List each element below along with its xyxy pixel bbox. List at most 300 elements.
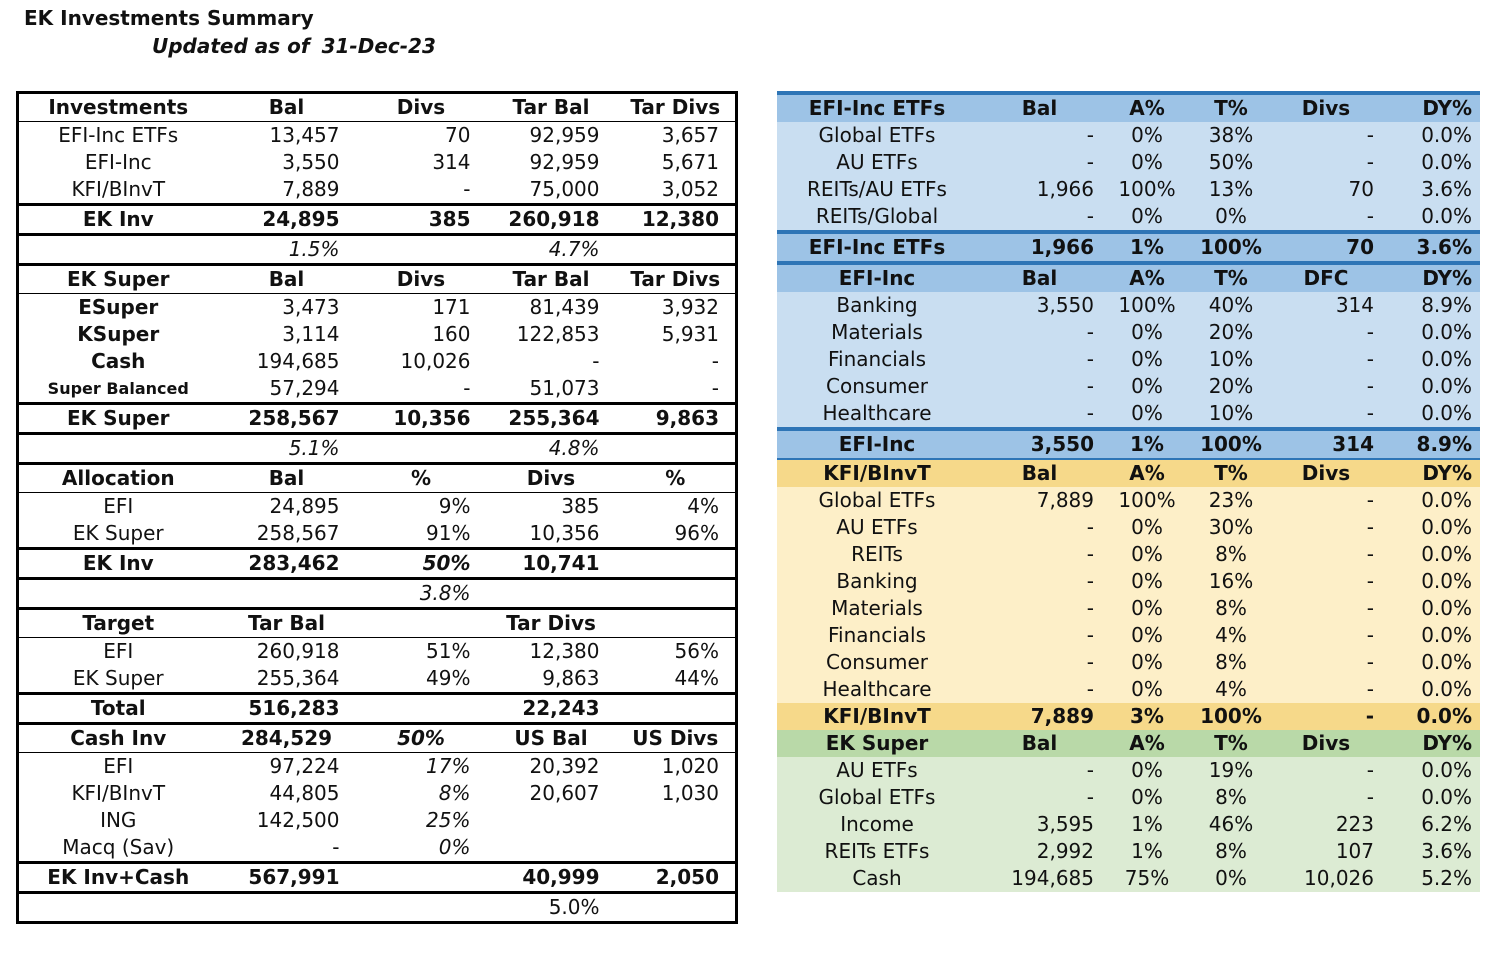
summary-cell: 75,000 — [529, 177, 600, 201]
breakdown-cell: - — [977, 203, 1102, 232]
breakdown-cell: DY% — [1382, 730, 1480, 757]
breakdown-row — [777, 541, 1480, 568]
summary-row — [18, 464, 737, 493]
summary-row — [18, 149, 737, 176]
breakdown-cell: A% — [1102, 459, 1192, 487]
summary-row — [18, 609, 737, 638]
summary-cell: Divs — [356, 265, 487, 294]
breakdown-cell: 16% — [1192, 568, 1270, 595]
breakdown-cell: - — [977, 400, 1102, 429]
breakdown-cell: - — [1270, 703, 1382, 730]
summary-cell — [487, 807, 616, 834]
breakdown-cell: 100% — [1192, 429, 1270, 459]
summary-cell: Cash Inv — [18, 724, 218, 753]
breakdown-cell: - — [1270, 400, 1382, 429]
summary-cell — [218, 893, 356, 923]
summary-cell: 12,380 — [529, 639, 600, 663]
breakdown-cell: 0.0% — [1382, 400, 1480, 429]
summary-cell: EK Inv — [18, 549, 218, 579]
breakdown-cell: 10% — [1192, 346, 1270, 373]
breakdown-cell: 314 — [1270, 429, 1382, 459]
breakdown-cell: 0% — [1102, 784, 1192, 811]
breakdown-cell: 314 — [1270, 292, 1382, 319]
summary-cell: 25% — [426, 808, 471, 832]
breakdown-cell: - — [977, 676, 1102, 703]
summary-row — [18, 893, 737, 923]
breakdown-cell: 100% — [1192, 703, 1270, 730]
summary-row — [18, 665, 737, 694]
breakdown-cell: 0% — [1102, 203, 1192, 232]
breakdown-row — [777, 730, 1480, 757]
breakdown-cell: 1% — [1102, 838, 1192, 865]
breakdown-cell: Banking — [777, 292, 977, 319]
summary-cell: 3.8% — [419, 581, 471, 605]
summary-cell: % — [356, 464, 487, 493]
breakdown-cell: - — [1270, 622, 1382, 649]
summary-cell — [18, 579, 218, 609]
breakdown-cell: 0% — [1102, 319, 1192, 346]
summary-cell: 51,073 — [529, 376, 600, 400]
breakdown-row — [777, 232, 1480, 263]
summary-cell: EFI — [103, 754, 134, 778]
breakdown-cell: DY% — [1382, 459, 1480, 487]
breakdown-cell: 75% — [1102, 865, 1192, 892]
summary-cell: Macq (Sav) — [62, 835, 175, 859]
breakdown-cell: - — [977, 122, 1102, 149]
summary-cell: 8% — [438, 781, 471, 805]
summary-row — [18, 93, 737, 122]
breakdown-cell: 1% — [1102, 232, 1192, 263]
breakdown-cell: Divs — [1270, 730, 1382, 757]
updated-label: Updated as of — [152, 34, 310, 58]
summary-cell: 7,889 — [282, 177, 340, 201]
summary-row — [18, 348, 737, 375]
breakdown-cell: 100% — [1102, 176, 1192, 203]
summary-cell — [487, 834, 616, 863]
summary-cell: 5,931 — [661, 322, 719, 346]
breakdown-cell: Income — [777, 811, 977, 838]
summary-cell: 20,392 — [529, 754, 600, 778]
breakdown-cell: REITs/AU ETFs — [777, 176, 977, 203]
summary-cell: 57,294 — [269, 376, 340, 400]
breakdown-cell: Consumer — [777, 649, 977, 676]
breakdown-cell: 8% — [1192, 649, 1270, 676]
summary-cell: 40,999 — [487, 863, 616, 893]
summary-cell: EFI-Inc — [84, 150, 152, 174]
breakdown-cell: REITs/Global — [777, 203, 977, 232]
breakdown-cell: 50% — [1192, 149, 1270, 176]
breakdown-cell: 0% — [1102, 649, 1192, 676]
summary-cell: 91% — [426, 521, 471, 545]
summary-cell: 3,473 — [282, 295, 340, 319]
summary-cell: 44,805 — [269, 781, 340, 805]
breakdown-row — [777, 122, 1480, 149]
breakdown-cell: - — [1270, 149, 1382, 176]
summary-cell: Bal — [218, 265, 356, 294]
breakdown-cell: - — [1270, 676, 1382, 703]
breakdown-cell: Materials — [777, 319, 977, 346]
summary-cell: 20,607 — [529, 781, 600, 805]
breakdown-row — [777, 865, 1480, 892]
breakdown-cell: EFI-Inc — [777, 263, 977, 292]
summary-cell — [18, 893, 218, 923]
summary-cell: 3,114 — [282, 322, 340, 346]
breakdown-cell: 0% — [1102, 122, 1192, 149]
breakdown-cell: Global ETFs — [777, 487, 977, 514]
summary-cell: Allocation — [18, 464, 218, 493]
summary-cell: - — [463, 177, 471, 201]
summary-cell — [616, 834, 737, 863]
breakdown-cell: 100% — [1192, 232, 1270, 263]
summary-cell: EFI — [103, 494, 134, 518]
summary-cell: Cash — [91, 349, 146, 373]
summary-cell — [616, 893, 737, 923]
summary-cell — [616, 579, 737, 609]
summary-cell — [616, 609, 737, 638]
breakdown-cell: KFI/BInvT — [777, 459, 977, 487]
summary-cell: 51% — [426, 639, 471, 663]
breakdown-cell: T% — [1192, 263, 1270, 292]
summary-cell — [218, 579, 356, 609]
breakdown-cell: - — [1270, 568, 1382, 595]
summary-cell: 70 — [445, 123, 471, 147]
breakdown-cell: T% — [1192, 459, 1270, 487]
summary-cell: 4.7% — [548, 237, 600, 261]
breakdown-cell: 20% — [1192, 373, 1270, 400]
breakdown-cell: 0.0% — [1382, 203, 1480, 232]
breakdown-row — [777, 263, 1480, 292]
breakdown-cell: 0.0% — [1382, 373, 1480, 400]
breakdown-cell: Bal — [977, 730, 1102, 757]
breakdown-cell: 0.0% — [1382, 757, 1480, 784]
breakdown-cell: 0% — [1102, 400, 1192, 429]
breakdown-cell: 0.0% — [1382, 595, 1480, 622]
breakdown-row — [777, 149, 1480, 176]
summary-cell: 3,550 — [282, 150, 340, 174]
breakdown-cell: - — [1270, 784, 1382, 811]
breakdown-cell: - — [977, 149, 1102, 176]
summary-cell: 96% — [674, 521, 719, 545]
breakdown-row — [777, 400, 1480, 429]
summary-cell: - — [711, 349, 719, 373]
summary-row — [18, 834, 737, 863]
breakdown-cell: Banking — [777, 568, 977, 595]
breakdown-row — [777, 838, 1480, 865]
summary-row — [18, 375, 737, 404]
summary-cell: 5.1% — [288, 436, 340, 460]
summary-cell: EK Super — [72, 666, 164, 690]
breakdown-cell: 7,889 — [977, 703, 1102, 730]
breakdown-cell: Global ETFs — [777, 784, 977, 811]
summary-cell: EFI — [103, 639, 134, 663]
updated-date: 31-Dec-23 — [321, 34, 436, 58]
summary-row — [18, 235, 737, 265]
breakdown-cell: A% — [1102, 263, 1192, 292]
summary-cell: KFI/BInvT — [71, 177, 166, 201]
breakdown-cell: 8% — [1192, 838, 1270, 865]
summary-cell: 44% — [674, 666, 719, 690]
summary-row — [18, 205, 737, 235]
breakdown-cell: 0% — [1102, 373, 1192, 400]
summary-cell: 10,356 — [356, 404, 487, 434]
summary-cell: 171 — [432, 295, 471, 319]
summary-cell: 516,283 — [218, 694, 356, 724]
summary-cell: 142,500 — [256, 808, 340, 832]
summary-cell: EK Inv — [18, 205, 218, 235]
summary-cell: 2,050 — [616, 863, 737, 893]
summary-cell: 50% — [356, 724, 487, 753]
summary-cell: 10,026 — [400, 349, 471, 373]
breakdown-cell: - — [1270, 319, 1382, 346]
summary-row — [18, 863, 737, 893]
breakdown-cell: AU ETFs — [777, 149, 977, 176]
breakdown-cell: 0% — [1192, 865, 1270, 892]
summary-row — [18, 122, 737, 150]
summary-cell: 81,439 — [529, 295, 600, 319]
summary-cell: 258,567 — [218, 404, 356, 434]
breakdown-cell: 3.6% — [1382, 838, 1480, 865]
summary-row — [18, 807, 737, 834]
breakdown-cell: Divs — [1270, 93, 1382, 122]
summary-row — [18, 753, 737, 781]
breakdown-row — [777, 487, 1480, 514]
summary-cell: - — [592, 349, 600, 373]
breakdown-cell: 100% — [1102, 292, 1192, 319]
summary-cell — [616, 807, 737, 834]
breakdown-cell: DFC — [1270, 263, 1382, 292]
breakdown-cell: 20% — [1192, 319, 1270, 346]
summary-cell: 24,895 — [218, 205, 356, 235]
summary-cell: 13,457 — [269, 123, 340, 147]
summary-cell: 260,918 — [487, 205, 616, 235]
summary-row — [18, 176, 737, 205]
breakdown-cell: Financials — [777, 622, 977, 649]
breakdown-cell: 3,595 — [977, 811, 1102, 838]
summary-cell: KFI/BInvT — [71, 781, 166, 805]
breakdown-cell: Divs — [1270, 459, 1382, 487]
breakdown-cell: 3% — [1102, 703, 1192, 730]
summary-row — [18, 404, 737, 434]
summary-cell — [18, 434, 218, 464]
breakdown-cell: 8% — [1192, 541, 1270, 568]
breakdown-row — [777, 346, 1480, 373]
summary-cell: 0% — [438, 835, 471, 859]
breakdown-cell: 10% — [1192, 400, 1270, 429]
breakdown-cell: 0.0% — [1382, 703, 1480, 730]
breakdown-cell: REITs — [777, 541, 977, 568]
summary-cell: 385 — [561, 494, 600, 518]
breakdown-row — [777, 203, 1480, 232]
breakdown-row — [777, 373, 1480, 400]
breakdown-cell: 8% — [1192, 595, 1270, 622]
breakdown-cell: 1,966 — [977, 176, 1102, 203]
summary-cell: 258,567 — [256, 521, 340, 545]
breakdown-row — [777, 514, 1480, 541]
breakdown-cell: 3.6% — [1382, 176, 1480, 203]
summary-cell: 92,959 — [529, 150, 600, 174]
summary-cell: 160 — [432, 322, 471, 346]
breakdown-cell: 0.0% — [1382, 487, 1480, 514]
breakdown-cell: - — [977, 346, 1102, 373]
breakdown-cell: Consumer — [777, 373, 977, 400]
summary-cell: ESuper — [78, 295, 159, 319]
summary-cell: 9,863 — [542, 666, 600, 690]
summary-cell: 50% — [356, 549, 487, 579]
summary-cell: 12,380 — [616, 205, 737, 235]
breakdown-row — [777, 319, 1480, 346]
breakdown-cell: Financials — [777, 346, 977, 373]
breakdown-cell: 1,966 — [977, 232, 1102, 263]
breakdown-cell: Healthcare — [777, 676, 977, 703]
summary-cell: KSuper — [77, 322, 160, 346]
breakdown-cell: 0% — [1102, 568, 1192, 595]
summary-cell: EK Inv+Cash — [18, 863, 218, 893]
breakdown-cell: 40% — [1192, 292, 1270, 319]
breakdown-cell: 0% — [1102, 757, 1192, 784]
breakdown-cell: 3,550 — [977, 292, 1102, 319]
breakdown-cell: 0.0% — [1382, 122, 1480, 149]
summary-row — [18, 549, 737, 579]
breakdown-cell: - — [1270, 203, 1382, 232]
summary-cell: Tar Bal — [487, 93, 616, 122]
summary-cell: Tar Bal — [487, 265, 616, 294]
breakdown-row — [777, 703, 1480, 730]
summary-cell: 3,052 — [661, 177, 719, 201]
breakdown-row — [777, 429, 1480, 459]
summary-cell — [616, 549, 737, 579]
summary-cell: Total — [18, 694, 218, 724]
breakdown-cell: DY% — [1382, 93, 1480, 122]
summary-cell: 284,529 — [218, 724, 356, 753]
breakdown-cell: - — [977, 373, 1102, 400]
breakdown-row — [777, 93, 1480, 122]
breakdown-cell: 0.0% — [1382, 649, 1480, 676]
summary-cell — [356, 694, 487, 724]
breakdown-cell: - — [977, 622, 1102, 649]
breakdown-cell: - — [977, 757, 1102, 784]
breakdown-cell: 7,889 — [977, 487, 1102, 514]
breakdown-cell: - — [977, 568, 1102, 595]
summary-cell: 9,863 — [616, 404, 737, 434]
breakdown-cell: 30% — [1192, 514, 1270, 541]
breakdown-cell: 10,026 — [1270, 865, 1382, 892]
breakdown-cell: 70 — [1270, 176, 1382, 203]
summary-cell — [487, 579, 616, 609]
summary-cell: 92,959 — [529, 123, 600, 147]
breakdown-cell: 194,685 — [977, 865, 1102, 892]
summary-row — [18, 724, 737, 753]
breakdown-cell: EFI-Inc — [777, 429, 977, 459]
breakdown-cell: 19% — [1192, 757, 1270, 784]
breakdown-cell: Cash — [777, 865, 977, 892]
breakdown-cell: 0.0% — [1382, 541, 1480, 568]
breakdown-cell: 0.0% — [1382, 622, 1480, 649]
breakdown-cell: Materials — [777, 595, 977, 622]
breakdown-cell: - — [977, 514, 1102, 541]
breakdown-cell: 8.9% — [1382, 429, 1480, 459]
summary-cell: EK Super — [18, 404, 218, 434]
updated-line — [152, 34, 448, 58]
breakdown-row — [777, 649, 1480, 676]
breakdown-cell: 38% — [1192, 122, 1270, 149]
breakdown-cell: 223 — [1270, 811, 1382, 838]
breakdown-cell: 0% — [1102, 622, 1192, 649]
summary-cell: Tar Divs — [487, 609, 616, 638]
breakdown-row — [777, 757, 1480, 784]
summary-row — [18, 294, 737, 322]
breakdown-cell: 8.9% — [1382, 292, 1480, 319]
summary-cell: Target — [18, 609, 218, 638]
breakdown-cell: EK Super — [777, 730, 977, 757]
breakdown-cell: 0.0% — [1382, 676, 1480, 703]
summary-row — [18, 579, 737, 609]
summary-cell: Investments — [18, 93, 218, 122]
summary-cell: Bal — [218, 464, 356, 493]
summary-cell: 97,224 — [269, 754, 340, 778]
breakdown-cell: 46% — [1192, 811, 1270, 838]
breakdown-cell: - — [1270, 373, 1382, 400]
breakdown-row — [777, 784, 1480, 811]
summary-cell: 314 — [432, 150, 471, 174]
summary-cell: Super Balanced — [47, 379, 189, 398]
summary-cell — [18, 235, 218, 265]
summary-cell: 49% — [426, 666, 471, 690]
summary-cell: 3,932 — [661, 295, 719, 319]
breakdown-row — [777, 176, 1480, 203]
breakdown-cell: 107 — [1270, 838, 1382, 865]
breakdown-cell: - — [977, 595, 1102, 622]
breakdown-cell: EFI-Inc ETFs — [777, 232, 977, 263]
breakdown-cell: Bal — [977, 93, 1102, 122]
breakdown-cell: - — [1270, 514, 1382, 541]
summary-cell: 17% — [426, 754, 471, 778]
summary-cell — [616, 694, 737, 724]
summary-cell — [356, 609, 487, 638]
summary-row — [18, 780, 737, 807]
summary-cell: EK Super — [18, 265, 218, 294]
summary-cell: 1,020 — [661, 754, 719, 778]
summary-cell: - — [711, 376, 719, 400]
summary-cell: 5,671 — [661, 150, 719, 174]
breakdown-cell: 5.2% — [1382, 865, 1480, 892]
summary-cell: 24,895 — [269, 494, 340, 518]
summary-cell: Tar Divs — [616, 265, 737, 294]
breakdown-cell: - — [1270, 346, 1382, 373]
breakdown-cell: - — [977, 541, 1102, 568]
summary-cell: 5.0% — [548, 895, 600, 919]
breakdown-cell: A% — [1102, 93, 1192, 122]
breakdown-cell: A% — [1102, 730, 1192, 757]
summary-cell — [616, 434, 737, 464]
summary-cell: 567,991 — [218, 863, 356, 893]
breakdown-cell: AU ETFs — [777, 514, 977, 541]
breakdown-cell: AU ETFs — [777, 757, 977, 784]
summary-cell — [356, 863, 487, 893]
summary-cell: % — [616, 464, 737, 493]
breakdown-row — [777, 811, 1480, 838]
document-title: EK Investments Summary — [24, 6, 314, 30]
breakdown-cell: 13% — [1192, 176, 1270, 203]
summary-cell: 22,243 — [487, 694, 616, 724]
breakdown-row — [777, 676, 1480, 703]
summary-row — [18, 493, 737, 521]
summary-cell: 1,030 — [661, 781, 719, 805]
breakdown-cell: 100% — [1102, 487, 1192, 514]
breakdown-cell: - — [1270, 757, 1382, 784]
summary-row — [18, 520, 737, 549]
breakdown-row — [777, 459, 1480, 487]
summary-cell: 283,462 — [218, 549, 356, 579]
